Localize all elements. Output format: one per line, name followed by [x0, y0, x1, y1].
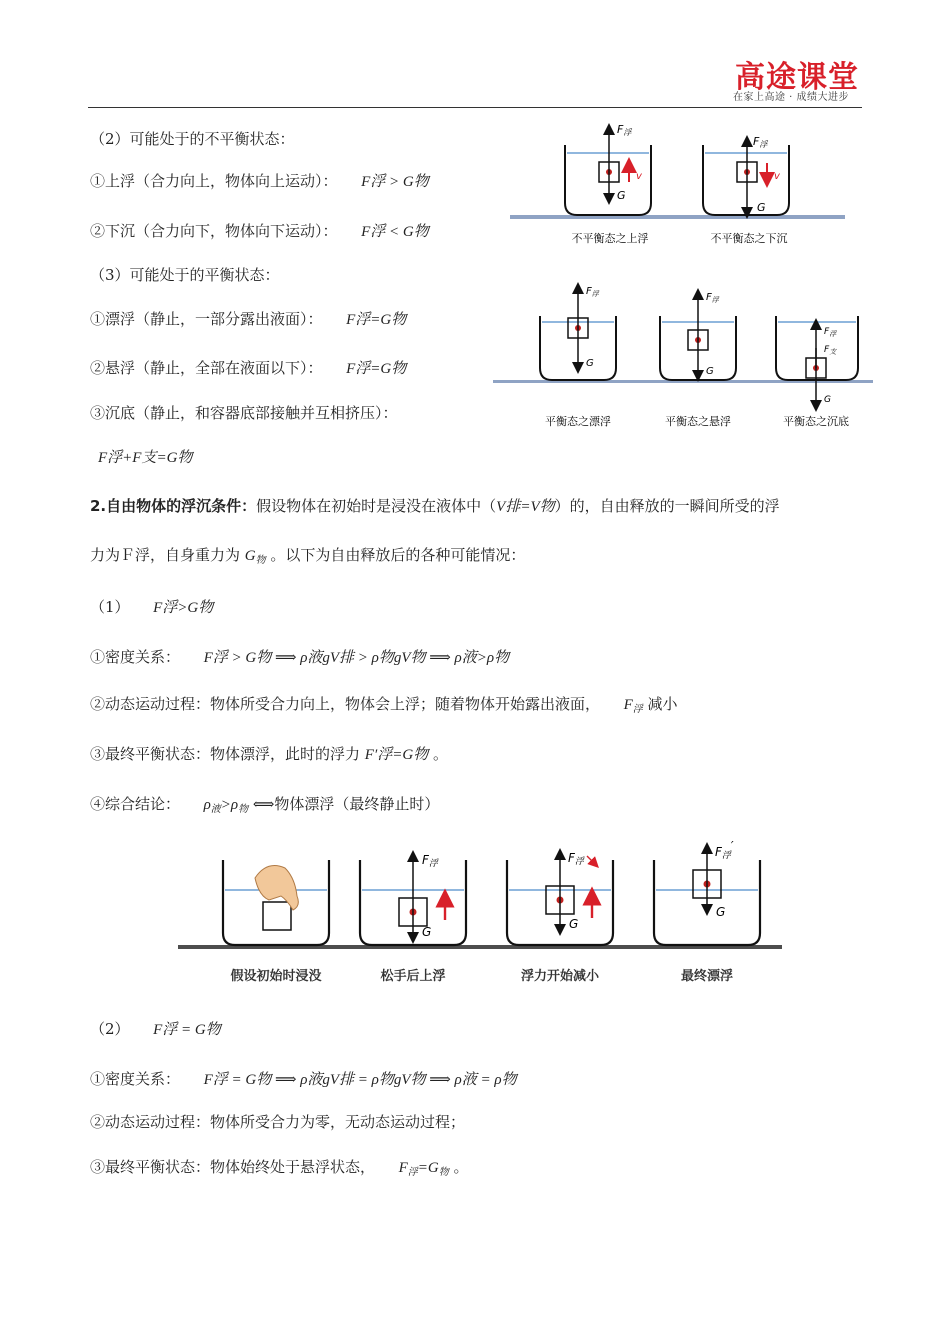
final1-end: 。 — [432, 745, 448, 763]
density2-label: ①密度关系： — [90, 1070, 181, 1088]
suspended-line — [90, 357, 406, 378]
conclusion1-tail: ⟺物体漂浮（最终静止时） — [252, 795, 440, 813]
caption-decreasing: 浮力开始减小 — [520, 969, 600, 984]
label-g: G — [757, 201, 766, 214]
final2-end: 。 — [453, 1158, 469, 1176]
container-rising — [360, 853, 466, 945]
label-g: G — [706, 366, 714, 377]
container-initial-submerged — [223, 860, 329, 945]
label-g: G — [569, 917, 579, 931]
case2-formula: F浮 = G物 — [153, 1022, 221, 1038]
case1-formula: F浮>G物 — [153, 600, 214, 616]
final1-label: ③最终平衡状态：物体漂浮，此时的浮力 — [90, 745, 361, 763]
case2-title-line — [90, 1018, 221, 1039]
buoyancy-symbol: $F_浮$ — [623, 697, 643, 715]
label-f: $F_浮$ — [706, 292, 719, 304]
label-g: G — [824, 395, 831, 405]
container-final-floating — [654, 839, 760, 945]
section2-intro-line2-b: 。以下为自由释放后的各种可能情况： — [270, 546, 526, 564]
figure-rising-sequence — [175, 838, 785, 993]
final2-label: ③最终平衡状态：物体始终处于悬浮状态， — [90, 1158, 376, 1176]
caption-floating: 平衡态之漂浮 — [545, 415, 611, 428]
label-g: G — [617, 189, 626, 202]
weight-symbol: $G_物$ — [244, 548, 266, 566]
caption-float-up: 不平衡态之上浮 — [571, 232, 649, 245]
final2-line — [90, 1156, 469, 1178]
label-v: v — [636, 171, 642, 182]
conclusion1-line — [90, 793, 439, 815]
final1-formula: F′浮=G物 — [364, 747, 429, 763]
density1-formula: F浮 > G物 ⟹ ρ液gV排 > ρ物gV物 ⟹ ρ液>ρ物 — [203, 650, 510, 666]
label-f-support: $F_支$ — [824, 345, 837, 356]
float-up-line — [90, 170, 429, 191]
figure-balanced — [490, 280, 875, 435]
unbalanced-title: （2）可能处于的不平衡状态： — [90, 130, 295, 148]
motion2-label: ②动态运动过程：物体所受合力为零，无动态运动过程； — [90, 1113, 466, 1131]
density2-line — [90, 1068, 517, 1089]
motion1-label: ②动态运动过程：物体所受合力向上，物体会上浮；随着物体开始露出液面， — [90, 695, 601, 713]
section2-intro-1: 假设物体在初始时是浸没在液体中（ — [256, 497, 497, 515]
density2-formula: F浮 = G物 ⟹ ρ液gV排 = ρ物gV物 ⟹ ρ液 = ρ物 — [203, 1072, 517, 1088]
brand-logo: 高途课堂 — [735, 60, 859, 95]
label-f: $F_浮$ — [824, 327, 837, 338]
container-buoyancy-decreasing — [507, 851, 613, 945]
caption-initial: 假设初始时浸没 — [230, 969, 322, 984]
section2-intro-2: ）的，自由释放的一瞬间所受的浮 — [554, 497, 780, 515]
floating-label: ①漂浮（静止，一部分露出液面）： — [90, 310, 323, 328]
density1-label: ①密度关系： — [90, 648, 181, 666]
suspended-formula: F浮=G物 — [346, 361, 407, 377]
label-f-prime: F浮′ — [715, 839, 734, 861]
label-f: $F_浮$ — [586, 286, 599, 298]
bottom-formula: F浮+F支=G物 — [98, 450, 193, 466]
suspended-label: ②悬浮（静止，全部在液面以下）： — [90, 359, 323, 377]
label-v: v — [774, 171, 780, 182]
section2-intro-formula: V排=V物 — [496, 499, 555, 515]
container-sink — [703, 135, 789, 215]
section2-intro-line2 — [90, 544, 525, 566]
case1-title-line — [90, 596, 213, 617]
sink-formula: F浮 < G物 — [361, 224, 429, 240]
container-bottom — [776, 316, 858, 406]
label-g: G — [422, 925, 432, 939]
float-up-label: ①上浮（合力向上，物体向上运动）： — [90, 172, 338, 190]
bottom-label: ③沉底（静止，和容器底部接触并互相挤压）： — [90, 404, 398, 422]
label-f: F浮 — [568, 851, 584, 867]
section2-intro-line2-a: 力为Ｆ浮，自身重力为 — [90, 546, 241, 564]
floating-formula: F浮=G物 — [346, 312, 407, 328]
label-f: F浮 — [617, 123, 632, 137]
container-floating — [540, 286, 616, 380]
caption-final: 最终漂浮 — [680, 969, 734, 984]
label-g: G — [586, 358, 594, 369]
density1-line — [90, 646, 509, 667]
label-f: F浮 — [753, 135, 768, 149]
case2-title: （2） — [90, 1020, 130, 1038]
floating-line — [90, 308, 406, 329]
section2-heading: 2.自由物体的浮沉条件： — [90, 497, 257, 515]
final1-line — [90, 743, 448, 764]
motion1-line — [90, 693, 678, 715]
container-suspended — [660, 292, 736, 380]
sink-line — [90, 220, 429, 241]
caption-suspended: 平衡态之悬浮 — [665, 415, 731, 428]
label-g: G — [716, 905, 726, 919]
motion1-tail: 减小 — [647, 695, 678, 713]
object-box — [263, 902, 291, 930]
ground-line — [510, 215, 845, 219]
figure-unbalanced — [505, 115, 850, 250]
header-divider — [88, 107, 862, 108]
caption-rising: 松手后上浮 — [380, 969, 446, 984]
balanced-title: （3）可能处于的平衡状态： — [90, 266, 280, 284]
decrease-arrow — [587, 856, 595, 864]
conclusion1-label: ④综合结论： — [90, 795, 181, 813]
density-symbols: $\rho_液>\rho_物$ — [203, 797, 249, 815]
float-up-formula: F浮 > G物 — [361, 174, 429, 190]
label-f: F浮 — [422, 853, 438, 869]
section2-intro-line1 — [90, 495, 780, 516]
sink-label: ②下沉（合力向下，物体向下运动）： — [90, 222, 338, 240]
final2-formula: $F_浮=G_物$ — [398, 1160, 449, 1178]
brand-slogan: 在家上高途 · 成绩大进步 — [733, 92, 850, 103]
container-float-up — [565, 123, 651, 215]
caption-sink: 不平衡态之下沉 — [710, 232, 788, 245]
case1-title: （1） — [90, 598, 130, 616]
caption-bottom: 平衡态之沉底 — [783, 415, 849, 428]
